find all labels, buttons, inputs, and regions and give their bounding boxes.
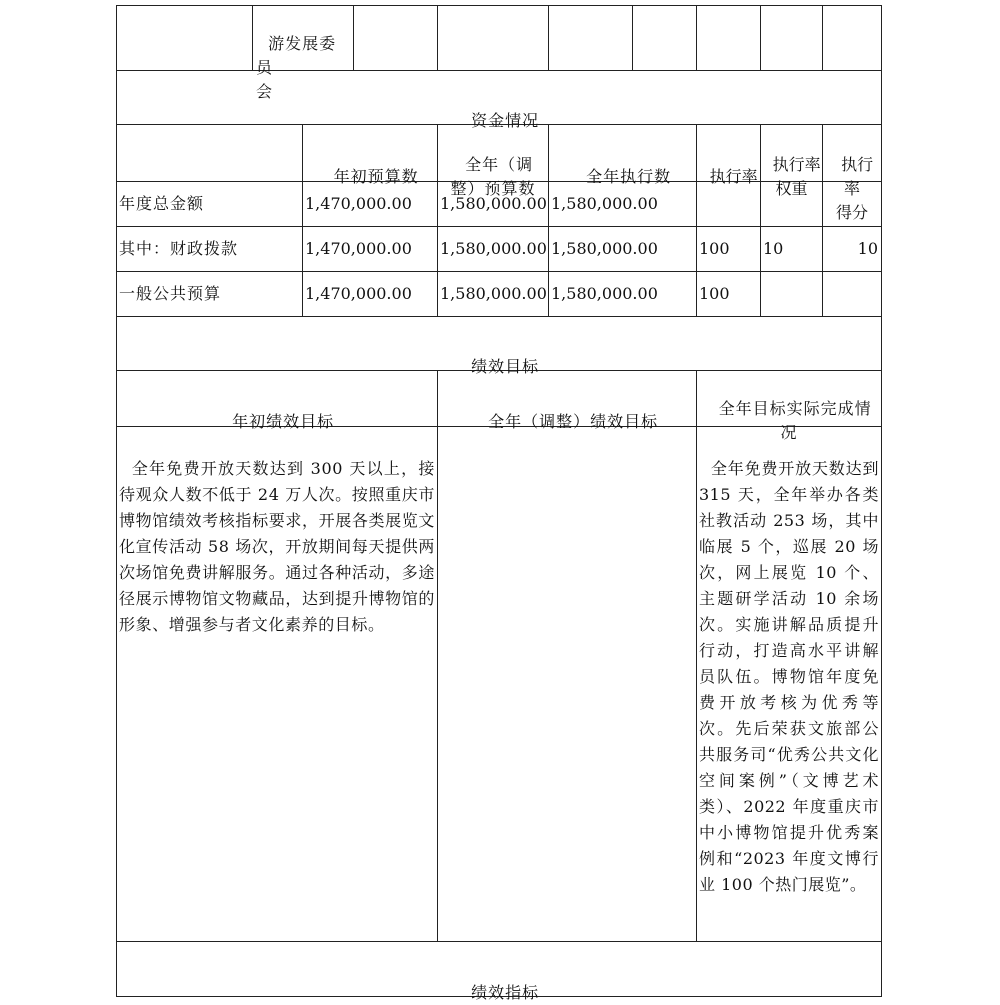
row-weight: 10 <box>763 239 784 258</box>
header-adjusted-budget: 全年（调 整）预算数 <box>450 155 536 198</box>
row-initial: 1,470,000.00 <box>305 284 412 303</box>
row-label: 年度总金额 <box>119 194 205 213</box>
row-rate: 100 <box>699 239 730 258</box>
indicators-section-title: 绩效指标 <box>471 983 540 1002</box>
header-rate-score: 执行率 得分 <box>835 155 874 222</box>
row-weight <box>763 282 821 308</box>
header-rate-weight: 执行率 权重 <box>772 155 821 198</box>
row-label: 一般公共预算 <box>119 284 222 303</box>
header-adjusted-goal: 全年（调整）绩效目标 <box>488 412 659 431</box>
dept-name-cell <box>254 8 352 101</box>
header-initial-budget: 年初预算数 <box>333 167 419 186</box>
header-actual-goal: 全年目标实际完成情 况 <box>718 399 872 442</box>
row-rate <box>699 192 759 218</box>
row-adjusted: 1,580,000.00 <box>440 194 547 213</box>
row-score <box>823 192 878 218</box>
row-score: 10 <box>857 239 878 258</box>
row-weight <box>763 192 821 218</box>
actual-goal-text: 全年免费开放天数达到 315 天，全年举办各类社教活动 253 场，其中临展 5 个，巡展 20 场次，网上展览 10 个、主题研学活动 10 余场次。实施讲解品质提升行动，打造高水平讲解员队伍。博物馆年度免费开放考核为优秀等次。先后荣获文旅部公共服务司“优秀公共文化空间案例”（文博艺术类）、2022 年度重庆市中小博物馆提升优秀案例和“2023 年度文博行业 100 个热门展览”。 <box>699 459 885 894</box>
row-rate: 100 <box>699 284 730 303</box>
row-executed: 1,580,000.00 <box>551 194 658 213</box>
row-label: 其中：财政拨款 <box>119 239 239 258</box>
dept-name: 游发展委员 会 <box>256 34 337 101</box>
header-exec-rate: 执行率 <box>709 167 758 186</box>
row-initial: 1,470,000.00 <box>305 239 412 258</box>
adjusted-goal-text <box>440 430 694 938</box>
row-initial: 1,470,000.00 <box>305 194 412 213</box>
row-score <box>823 282 878 308</box>
row-adjusted: 1,580,000.00 <box>440 239 547 258</box>
goals-section-title: 绩效目标 <box>471 357 540 376</box>
funds-section-title: 资金情况 <box>471 111 540 130</box>
initial-goal-text: 全年免费开放天数达到 300 天以上，接待观众人数不低于 24 万人次。按照重庆市 博物馆绩效考核指标要求，开展各类展览文化宣传活动 58 场次，开放期间每天提供两次场馆免费讲解服务。通过各种活动，多途径展示博物馆文物藏品，达到提升博物馆的形象、增强参与者文化素养的目标。 <box>119 459 447 634</box>
header-initial-goal: 年初绩效目标 <box>232 412 335 431</box>
row-executed: 1,580,000.00 <box>551 284 658 303</box>
row-executed: 1,580,000.00 <box>551 239 658 258</box>
row-adjusted: 1,580,000.00 <box>440 284 547 303</box>
header-executed: 全年执行数 <box>586 167 672 186</box>
